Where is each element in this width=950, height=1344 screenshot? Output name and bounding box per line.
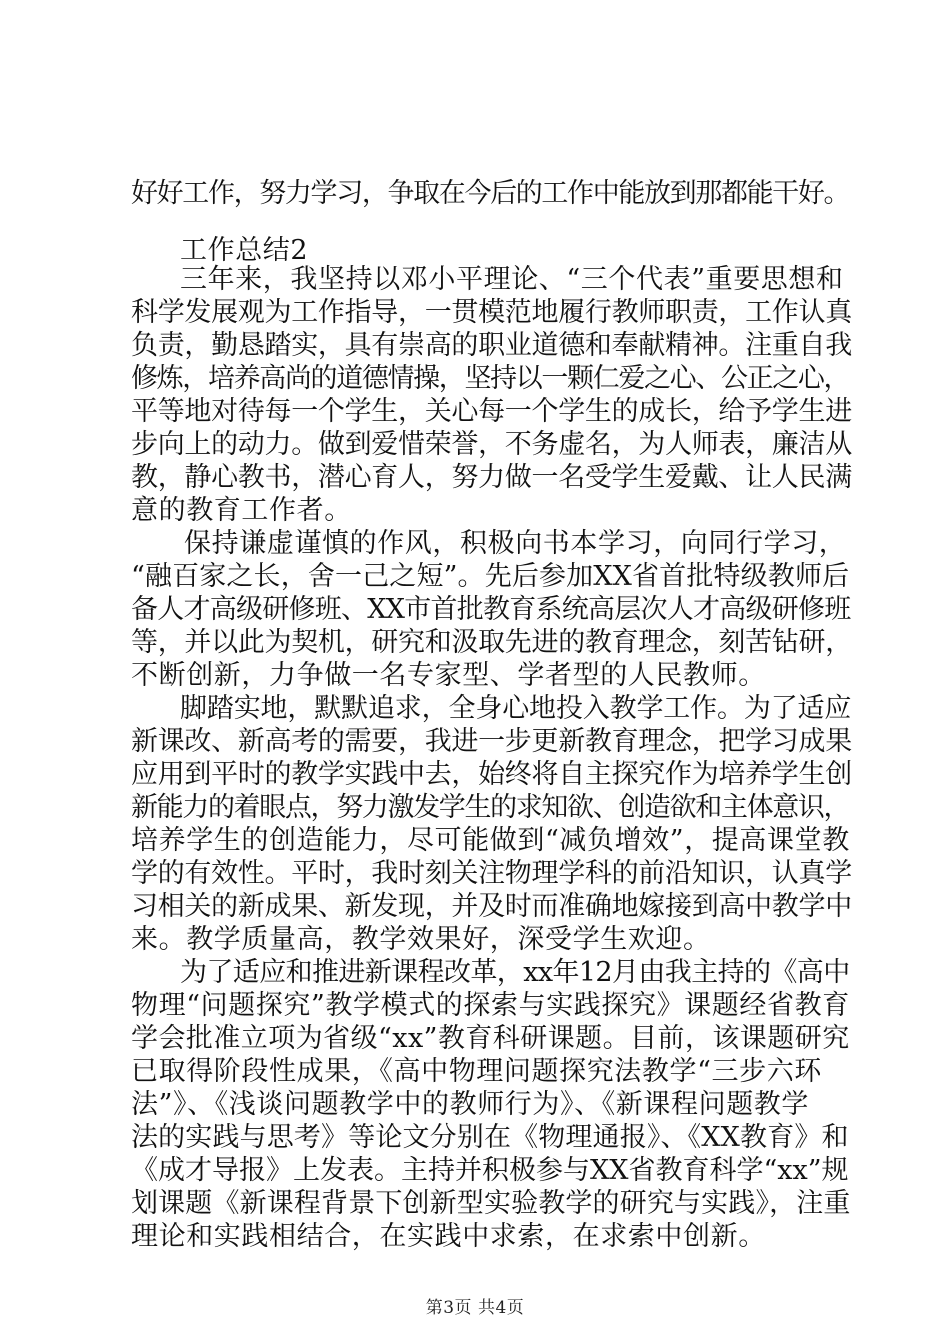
- paragraph-1-line-6: 步向上的动力。做到爱惜荣誉，不务虚名，为人师表，廉洁从: [131, 429, 852, 460]
- paragraph-3-line-7: 习相关的新成果、新发现，并及时而准确地嫁接到高中教学中: [131, 891, 852, 922]
- paragraph-1-line-8: 意的教育工作者。: [131, 495, 352, 526]
- paragraph-3-line-1: 脚踏实地，默默追求，全身心地投入教学工作。为了适应: [180, 693, 852, 724]
- paragraph-2-line-5: 不断创新，力争做一名专家型、学者型的人民教师。: [131, 660, 766, 691]
- paragraph-1-line-3: 负责，勤恳踏实，具有崇高的职业道德和奉献精神。注重自我: [131, 330, 852, 361]
- paragraph-4-line-7: 《成才导报》上发表。主持并积极参与XX省教育科学“xx”规: [131, 1155, 849, 1186]
- paragraph-2-line-1: 保持谦虚谨慎的作风，积极向书本学习，向同行学习，: [184, 528, 847, 559]
- paragraph-1-line-2: 科学发展观为工作指导，一贯模范地履行教师职责，工作认真: [131, 297, 852, 328]
- paragraph-1-line-7: 教，静心教书，潜心育人，努力做一名受学生爱戴、让人民满: [131, 462, 852, 493]
- paragraph-2-line-3: 备人才高级研修班、XX市首批教育系统高层次人才高级研修班: [131, 594, 851, 625]
- paragraph-3-line-5: 培养学生的创造能力，尽可能做到“减负增效”，提高课堂教: [131, 825, 850, 856]
- paragraph-1-line-4: 修炼，培养高尚的道德情操，坚持以一颗仁爱之心、公正之心，: [131, 363, 850, 394]
- paragraph-1-line-5: 平等地对待每一个学生，关心每一个学生的成长，给予学生进: [131, 396, 852, 427]
- paragraph-4-line-5: 法”》、《浅谈问题教学中的教师行为》、《新课程问题教学: [131, 1089, 810, 1120]
- paragraph-4-line-6: 法的实践与思考》等论文分别在《物理通报》、《XX教育》和: [131, 1122, 849, 1153]
- paragraph-3-line-8: 来。教学质量高，教学效果好，深受学生欢迎。: [131, 924, 711, 955]
- text-line-continuation: 好好工作，努力学习，争取在今后的工作中能放到那都能干好。: [131, 178, 850, 209]
- paragraph-4-line-9: 理论和实践相结合，在实践中求索，在求索中创新。: [131, 1221, 766, 1252]
- paragraph-1-line-1: 三年来，我坚持以邓小平理论、“三个代表”重要思想和: [180, 264, 844, 295]
- paragraph-3-line-4: 新能力的着眼点，努力激发学生的求知欲、创造欲和主体意识，: [131, 792, 850, 823]
- paragraph-3-line-6: 学的有效性。平时，我时刻关注物理学科的前沿知识，认真学: [131, 858, 852, 889]
- paragraph-4-line-3: 学会批准立项为省级“xx”教育科研课题。目前，该课题研究: [131, 1023, 850, 1054]
- paragraph-4-line-2: 物理“问题探究”教学模式的探索与实践探究》课题经省教育: [131, 990, 850, 1021]
- paragraph-2-line-2: “融百家之长，舍一己之短”。先后参加XX省首批特级教师后: [131, 561, 850, 592]
- paragraph-2-line-4: 等，并以此为契机，研究和汲取先进的教育理念，刻苦钻研，: [131, 627, 852, 658]
- paragraph-3-line-2: 新课改、新高考的需要，我进一步更新教育理念，把学习成果: [131, 726, 852, 757]
- section-heading: 工作总结2: [180, 235, 309, 266]
- paragraph-4-line-1: 为了适应和推进新课程改革，xx年12月由我主持的《高中: [180, 957, 850, 988]
- page-number-footer: 第3页 共4页: [425, 1298, 525, 1318]
- paragraph-3-line-3: 应用到平时的教学实践中去，始终将自主探究作为培养学生创: [131, 759, 852, 790]
- paragraph-4-line-8: 划课题《新课程背景下创新型实验教学的研究与实践》，注重: [131, 1188, 851, 1219]
- paragraph-4-line-4: 已取得阶段性成果，《高中物理问题探究法教学“三步六环: [131, 1056, 822, 1087]
